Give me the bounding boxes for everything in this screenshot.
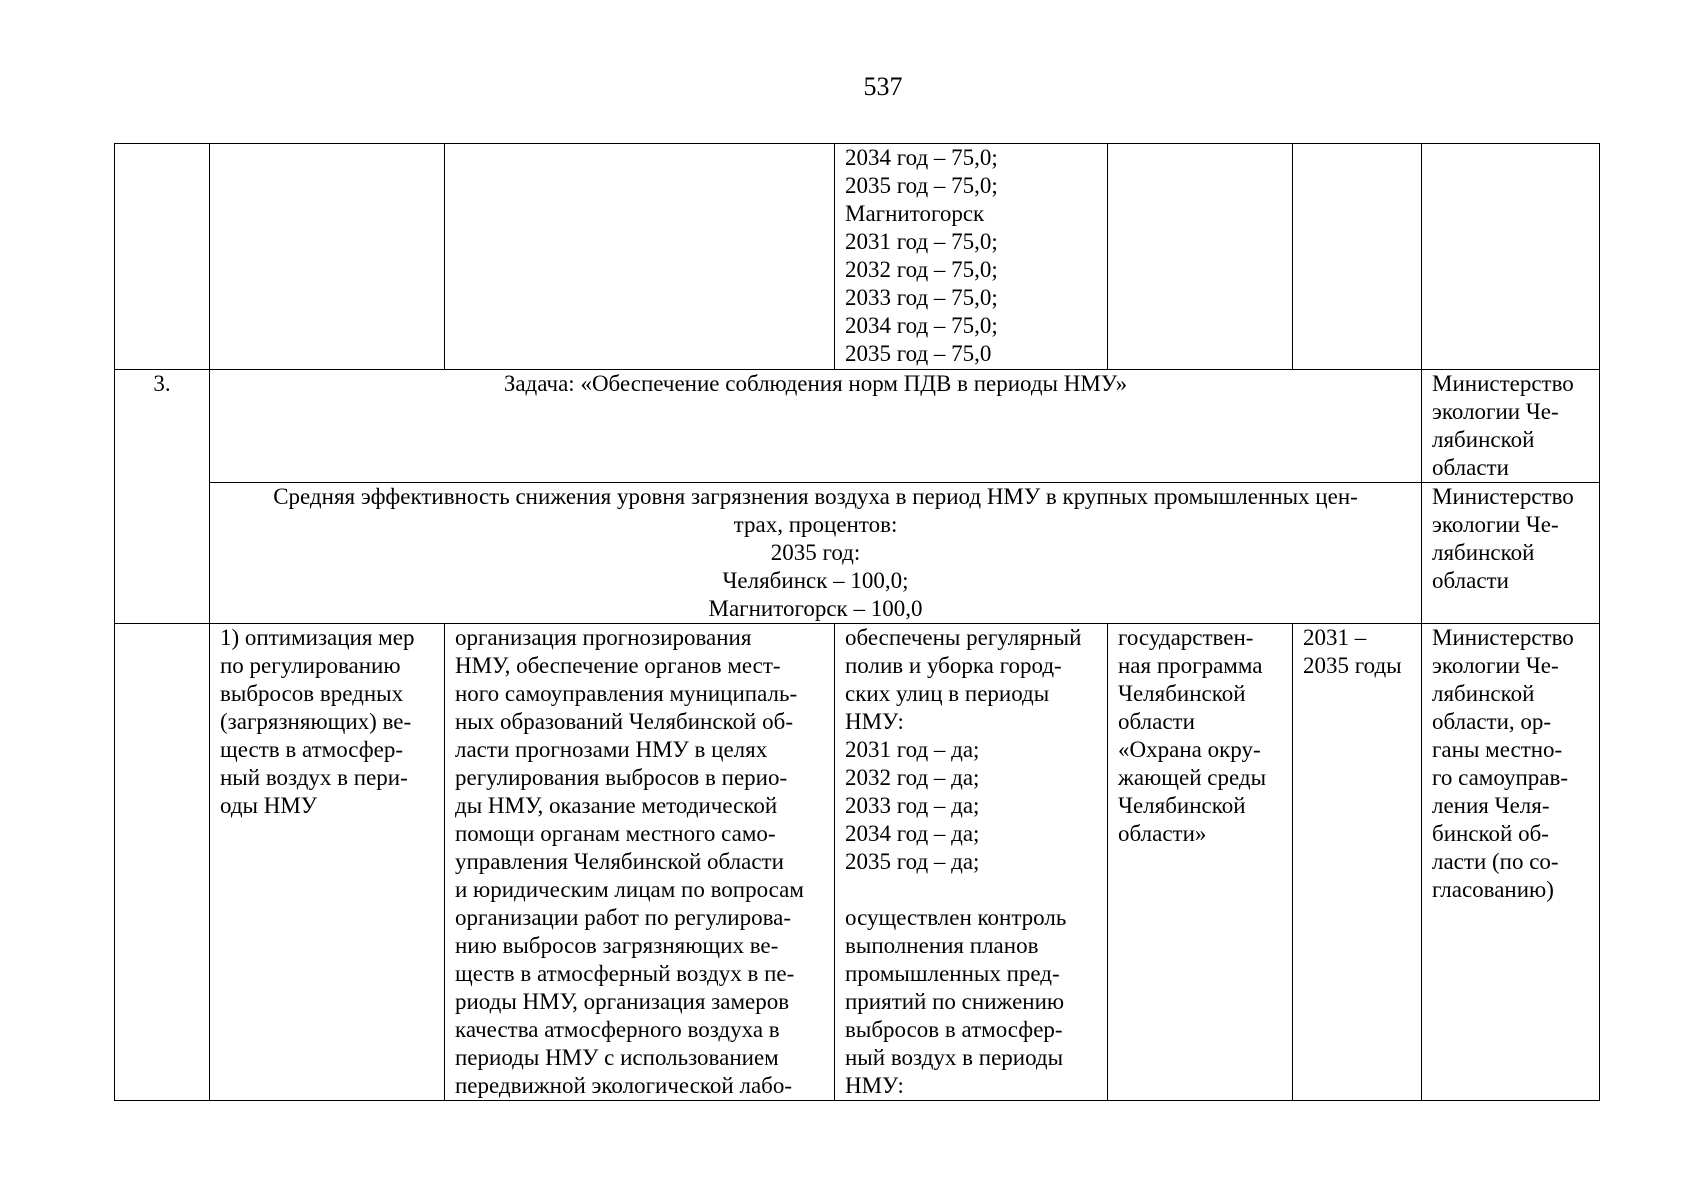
program-line: области»: [1118, 821, 1207, 846]
program-line: жающей среды: [1118, 765, 1267, 790]
indicator-text-line: трах, процентов:: [733, 512, 898, 537]
content-line: ного самоуправления муниципаль-: [455, 681, 798, 706]
result-line: 2035 год – да;: [845, 849, 980, 874]
table-row-continued: [115, 144, 1600, 370]
indicator-line: 2033 год – 75,0;: [845, 285, 998, 310]
result-line: 2033 год – да;: [845, 793, 980, 818]
cell-content-empty: [445, 144, 835, 370]
content-line: регулирования выбросов в перио-: [455, 765, 788, 790]
result-line: НМУ:: [845, 709, 904, 734]
table-row-task: [115, 370, 1600, 483]
indicator-line: 2031 год – 75,0;: [845, 229, 998, 254]
indicator-line: 2034 год – 75,0;: [845, 313, 998, 338]
content-line: качества атмосферного воздуха в: [455, 1017, 780, 1042]
responsible-line: гласованию): [1432, 877, 1554, 902]
measure-name: [210, 624, 445, 1101]
result-gap: [845, 876, 1097, 904]
responsible-line: Министерство: [1432, 371, 1574, 396]
result-line: промышленных пред-: [845, 961, 1060, 986]
indicator-line: 2034 год – 75,0;: [845, 145, 998, 170]
content-line: передвижной экологической лабо-: [455, 1073, 793, 1098]
content-line: ных образований Челябинской об-: [455, 709, 793, 734]
responsible-line: экологии Че-: [1432, 399, 1559, 424]
measure-responsible: [1422, 624, 1600, 1101]
program-line: государствен-: [1118, 625, 1254, 650]
indicator-line: Магнитогорск: [845, 201, 985, 226]
responsible-line: ганы местно-: [1432, 737, 1563, 762]
task-responsible: [1422, 370, 1600, 483]
result-line: ских улиц в периоды: [845, 681, 1050, 706]
indicator-text-line: Средняя эффективность снижения уровня загрязнения воздуха в период НМУ в крупных промышленных цен-: [273, 484, 1358, 509]
responsible-line: лябинской: [1432, 427, 1535, 452]
program-line: Челябинской: [1118, 681, 1246, 706]
measure-line: 1) оптимизация мер: [220, 625, 415, 650]
result-line: выбросов в атмосфер-: [845, 1017, 1063, 1042]
content-line: периоды НМУ с использованием: [455, 1045, 779, 1070]
responsible-line: ласти (по со-: [1432, 849, 1559, 874]
content-line: и юридическим лицам по вопросам: [455, 877, 804, 902]
content-line: ществ в атмосферный воздух в пе-: [455, 961, 795, 986]
content-line: помощи органам местного само-: [455, 821, 776, 846]
measure-line: оды НМУ: [220, 793, 318, 818]
indicator-line: 2035 год – 75,0;: [845, 173, 998, 198]
responsible-line: лябинской: [1432, 681, 1535, 706]
indicator-line: 2032 год – 75,0;: [845, 257, 998, 282]
result-line: ный воздух в периоды: [845, 1045, 1064, 1070]
indicator-text-line: Магнитогорск – 100,0: [708, 596, 923, 621]
measure-period: [1293, 624, 1422, 1101]
result-line: выполнения планов: [845, 933, 1039, 958]
responsible-line: Министерство: [1432, 625, 1574, 650]
cell-period-empty: [1293, 144, 1422, 370]
page-number: 537: [863, 72, 903, 101]
cell-number-empty: [115, 144, 210, 370]
responsible-line: экологии Че-: [1432, 512, 1559, 537]
result-line: осуществлен контроль: [845, 905, 1067, 930]
program-line: Челябинской: [1118, 793, 1246, 818]
result-line: обеспечены регулярный: [845, 625, 1082, 650]
indicator-line: 2035 год – 75,0: [845, 341, 992, 366]
program-line: «Охрана окру-: [1118, 737, 1261, 762]
table-row-measure: [115, 624, 1600, 1101]
indicator-text-line: 2035 год:: [770, 540, 861, 565]
indicator-responsible: [1422, 483, 1600, 624]
measure-line: ществ в атмосфер-: [220, 737, 404, 762]
content-line: НМУ, обеспечение органов мест-: [455, 653, 781, 678]
responsible-line: области: [1432, 568, 1509, 593]
result-line: 2031 год – да;: [845, 737, 980, 762]
cell-measure-empty: [210, 144, 445, 370]
measure-line: выбросов вредных: [220, 681, 404, 706]
responsible-line: Министерство: [1432, 484, 1574, 509]
period-line: 2035 годы: [1303, 653, 1402, 678]
result-line: 2034 год – да;: [845, 821, 980, 846]
cell-number-empty: [115, 624, 210, 1101]
content-line: управления Челябинской области: [455, 849, 784, 874]
task-number: 3.: [115, 370, 210, 624]
result-line: приятий по снижению: [845, 989, 1065, 1014]
measure-line: (загрязняющих) ве-: [220, 709, 412, 734]
measure-line: по регулированию: [220, 653, 401, 678]
result-line: 2032 год – да;: [845, 765, 980, 790]
measure-program: [1108, 624, 1293, 1101]
content-line: организации работ по регулирова-: [455, 905, 792, 930]
measure-line: ный воздух в пери-: [220, 765, 408, 790]
indicator-description: [210, 483, 1422, 624]
measure-content: [445, 624, 835, 1101]
content-line: нию выбросов загрязняющих ве-: [455, 933, 779, 958]
program-line: области: [1118, 709, 1195, 734]
cell-program-empty: [1108, 144, 1293, 370]
task-title: Задача: «Обеспечение соблюдения норм ПДВ в периоды НМУ»: [210, 370, 1422, 483]
responsible-line: ления Челя-: [1432, 793, 1550, 818]
measure-result: [835, 624, 1108, 1101]
content-line: риоды НМУ, организация замеров: [455, 989, 790, 1014]
responsible-line: бинской об-: [1432, 821, 1549, 846]
content-line: ды НМУ, оказание методической: [455, 793, 778, 818]
cell-indicator-values: [835, 144, 1108, 370]
responsible-line: экологии Че-: [1432, 653, 1559, 678]
responsible-line: области, ор-: [1432, 709, 1552, 734]
responsible-line: области: [1432, 455, 1509, 480]
period-line: 2031 –: [1303, 625, 1367, 650]
content-line: организация прогнозирования: [455, 625, 752, 650]
result-line: НМУ:: [845, 1073, 904, 1098]
measures-table: [114, 143, 1600, 1101]
responsible-line: лябинской: [1432, 540, 1535, 565]
content-line: ласти прогнозами НМУ в целях: [455, 737, 768, 762]
indicator-text-line: Челябинск – 100,0;: [722, 568, 909, 593]
program-line: ная программа: [1118, 653, 1263, 678]
result-line: полив и уборка город-: [845, 653, 1062, 678]
responsible-line: го самоуправ-: [1432, 765, 1569, 790]
table-row-indicator: [115, 483, 1600, 624]
cell-responsible-empty: [1422, 144, 1600, 370]
